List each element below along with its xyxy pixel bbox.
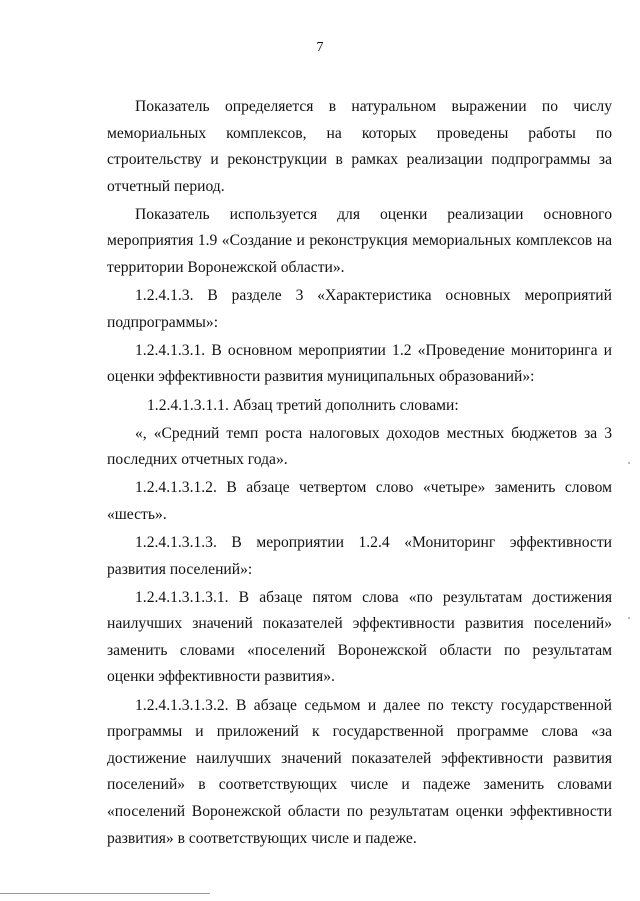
paragraph-quote-tax-growth: «, «Средний темп роста налоговых доходов местных бюджетов за 3 последних отчетных года».	[107, 424, 612, 469]
paragraph-abzac-third: 1.2.4.1.3.1.1. Абзац третий дополнить словами:	[147, 396, 459, 414]
paragraph-abzac-fourth: 1.2.4.1.3.1.2. В абзаце четвертом слово «четыре» заменить словом «шесть».	[107, 479, 612, 523]
page-number: 7	[316, 40, 324, 55]
paragraph-activity-1-2: 1.2.4.1.3.1. В основном мероприятии 1.2 «Проведение мониторинга и оценки эффективности развития муниципальных образований»:	[107, 341, 612, 386]
paragraph-section-3: 1.2.4.1.3. В разделе 3 «Характеристика основных мероприятий подпрограммы»:	[107, 287, 612, 331]
bottom-rule	[0, 893, 210, 894]
scan-mark	[628, 617, 630, 619]
paragraph-activity-1-2-4: 1.2.4.1.3.1.3. В мероприятии 1.2.4 «Мониторинг эффективности развития поселений»:	[107, 534, 612, 578]
paragraph-indicator-usage: Показатель используется для оценки реализации основного мероприятия 1.9 «Создание и реконструкция мемориальных комплексов на территории Воронежской области».	[107, 205, 612, 277]
scan-mark	[628, 462, 630, 464]
paragraph-indicator-definition: Показатель определяется в натуральном выражении по числу мемориальных комплексов, на которых проведены работы по строительству и реконструкции в рамках реализации подпрограммы за отчетный период.	[107, 98, 612, 195]
document-body	[107, 94, 612, 854]
paragraph-abzac-seventh: 1.2.4.1.3.1.3.2. В абзаце седьмом и далее по тексту государственной программы и приложений к государственной программе слова «за достижение наилучших значений показателей эффективности развития поселений» в соответствующих числе и падеже заменить словами «поселений Воронежской области по результатам оценки эффективности развития» в соответствующих числе и падеже.	[107, 696, 612, 847]
paragraph-abzac-fifth: 1.2.4.1.3.1.3.1. В абзаце пятом слова «по результатам достижения наилучших значений показателей эффективности развития поселений» заменить словами «поселений Воронежской области по результатам оценки эффективности развития».	[107, 588, 612, 686]
